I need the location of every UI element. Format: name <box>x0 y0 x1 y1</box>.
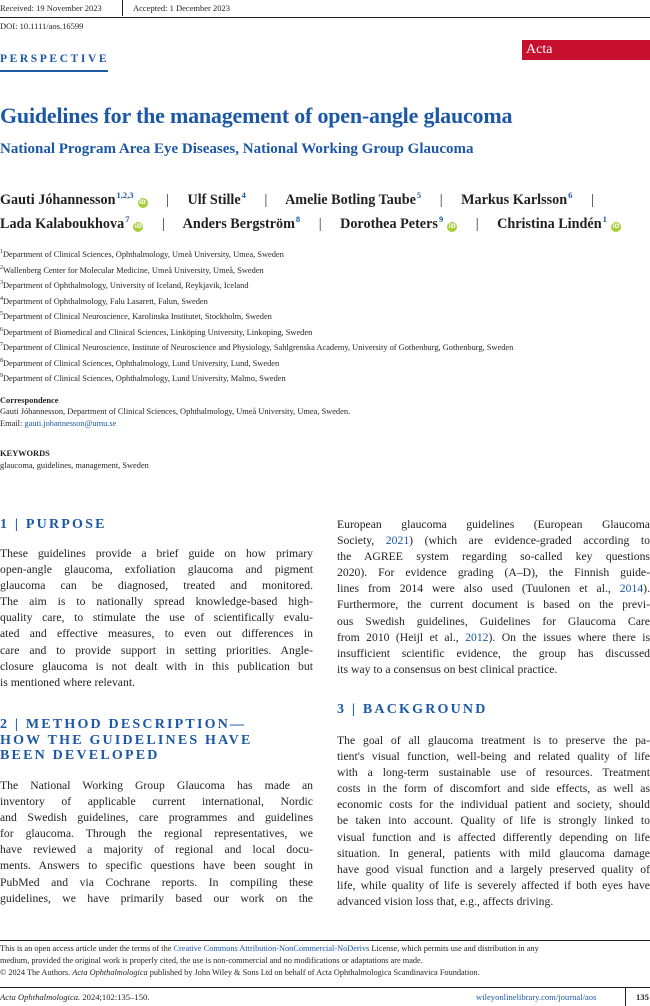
license-notice: This is an open access article under the terms of the Creative Commons Attribution-NonCommercial-NoDerivs License, which permits use and distribution in any medium, provided the original work is properly cited, the use is non-commercial and no modifications or adaptations are made. © 2024 The Authors. Acta Ophthalmologica published by John Wiley & Sons Ltd on behalf of Acta Ophthalmologica Scandinavica Foundation. <box>0 944 539 977</box>
author-separator: | <box>162 216 165 232</box>
affiliation: $^7$Department of Clinical Neuroscience, Institute of Neuroscience and Physiology, Sahlgrenska Academy, University of Gothenburg, Gothenburg, Sweden <box>0 342 514 352</box>
author-affiliation[interactable]: 4 <box>241 190 246 200</box>
author-separator: | <box>590 192 594 208</box>
orcid-icon[interactable]: iD <box>448 223 456 230</box>
correspondence-email: Email: gauti.johannesson@umu.se <box>0 419 117 428</box>
orcid-icon[interactable]: iD <box>134 223 142 230</box>
received-accepted-bar <box>0 0 650 16</box>
article-title: Guidelines for the management of open-angle glaucoma <box>0 103 513 128</box>
author-affiliation[interactable]: 1 <box>602 214 607 224</box>
header-rule <box>0 17 650 18</box>
journal-logo-ophthalmologica: Ophthalmologica <box>526 62 624 77</box>
orcid-icon[interactable]: iD <box>612 223 620 230</box>
section-3-heading: 3 | BACKGROUND <box>337 702 488 717</box>
affiliation: $^9$Department of Clinical Sciences, Ophthalmology, Lund University, Malmo, Sweden <box>0 373 286 383</box>
author-affiliation[interactable]: 6 <box>568 190 573 200</box>
author-line-2 <box>0 214 621 233</box>
author-separator: | <box>264 192 268 208</box>
page-number-divider <box>625 987 626 1006</box>
author-affiliation[interactable]: 8 <box>295 214 301 224</box>
affiliation: $^5$Department of Clinical Neuroscience, Karolinska Institutet, Stockholm, Sweden <box>0 311 272 321</box>
page-number: 135 <box>636 992 649 1002</box>
accepted-date: Accepted: 1 December 2023 <box>133 3 230 13</box>
author-separator: | <box>166 192 169 208</box>
affiliation: $^2$Wallenberg Center for Molecular Medicine, Umeå University, Umeå, Sweden <box>0 264 264 275</box>
affiliation: $^4$Department of Ophthalmology, Falu Lasarett, Falun, Sweden <box>0 295 208 306</box>
affiliation: $^6$Department of Biomedical and Clinical Sciences, Linköping University, Linkoping, Sweden <box>0 326 313 337</box>
keywords-text: glaucoma, guidelines, management, Sweden <box>0 461 149 470</box>
section-2-continued: European glaucoma guidelines (European Glaucoma Society, 2021) (which are evidence-graded according to the AGREE system regarding so-called key questions 2020). For evidence grading (A–D), the Finnish guide- lines from 2014 were also used (Tuulonen et al., 2014). Furthermore, the current document is based on the previ- ous Swedish guidelines, Guidelines for Glaucoma Care from 2010 (Heijl et al., 2012). On the issues where there is insufficient scientific evidence, the group has discussed its way to a consensus on best clinical practice. <box>337 518 650 676</box>
correspondence-text: Gauti Jóhannesson, Department of Clinical Sciences, Ophthalmology, Umeå University, Umea, Sweden. <box>0 407 351 416</box>
license-link[interactable]: Creative Commons Attribution-NonCommercial-NoDerivs <box>173 944 370 953</box>
journal-logo <box>522 40 650 77</box>
author-name[interactable]: Markus Karlsson <box>461 192 568 208</box>
journal-logo-acta: Acta <box>526 42 553 57</box>
author-affiliation[interactable]: 5 <box>416 190 422 200</box>
affiliation: $^8$Department of Clinical Sciences, Ophthalmology, Lund University, Lund, Sweden <box>0 357 280 368</box>
author-affiliation[interactable]: 7 <box>125 214 130 224</box>
bottom-rule <box>0 987 650 988</box>
author-affiliation[interactable]: 1,2,3 <box>116 190 134 200</box>
header-divider <box>122 0 123 16</box>
received-date: Received: 19 November 2023 <box>0 3 102 13</box>
section-2-body: The National Working Group Glaucoma has made an inventory of applicable current international, Nordic and Swedish guidelines, care programmes and guidelines for glaucoma. Through the regional representatives, we have reviewed a majority of regional and local docu- ments. Answers to specific questions have been sought in PubMed and via Cochrane reports. In compiling these guidelines, we have primarily based our work on the <box>0 779 313 905</box>
section-2-heading: 2 | METHOD DESCRIPTION— HOW THE GUIDELINES HAVE BEEN DEVELOPED <box>0 717 253 763</box>
author-name[interactable]: Anders Bergström <box>182 216 295 232</box>
article-type-underline <box>0 70 108 72</box>
correspondence-label: Correspondence <box>0 396 59 405</box>
citation: Acta Ophthalmologica. 2024;102:135–150. <box>0 992 150 1002</box>
affiliation: $^1$Department of Clinical Sciences, Ophthalmology, Umeå University, Umea, Sweden <box>0 249 284 259</box>
author-name[interactable]: Christina Lindén <box>497 216 602 232</box>
website-link[interactable]: wileyonlinelibrary.com/journal/aos <box>476 992 597 1002</box>
affiliation: $^3$Department of Ophthalmology, University of Iceland, Reykjavik, Iceland <box>0 280 249 290</box>
article-type: PERSPECTIVE <box>0 53 110 65</box>
footer-rule <box>0 940 650 941</box>
author-line-1 <box>0 190 609 209</box>
doi[interactable]: DOI: 10.1111/aos.16599 <box>0 21 84 31</box>
author-name[interactable]: Lada Kalaboukhova <box>0 216 125 232</box>
citation-link[interactable]: 2012 <box>465 630 489 644</box>
section-1-body: These guidelines provide a brief guide on how primary open-angle glaucoma, exfoliation glaucoma and pigment glaucoma can be diagnosed, treated and monitored. The aim is to nationally spread knowledge-based high- quality care, to stimulate the use of scientifically evalu- ated and effective measures, to even out differences in care and to provide support in setting priorities. Angle- closure glaucoma is not dealt with in this publication but is mentioned where relevant. <box>0 547 313 689</box>
author-name[interactable]: Gauti Jóhannesson <box>0 192 116 208</box>
author-name[interactable]: Amelie Botling Taube <box>285 192 416 208</box>
keywords-label: KEYWORDS <box>0 449 50 458</box>
citation-link[interactable]: 2021 <box>385 534 410 548</box>
author-separator: | <box>318 216 322 232</box>
citation-link[interactable]: 2014 <box>619 582 644 596</box>
section-3-body: The goal of all glaucoma treatment is to preserve the pa- tient's visual function, well-being and related quality of life with a long-term sustainable use of resources. Treatment costs in the form of discomfort and side effects, as well as economic costs for the individual patient and society, should be taken into account. Quality of life is strongly linked to visual function and is affected differently depending on life situation. In general, patients with mild glaucoma damage have good visual function and a largely preserved quality of life, while quality of life is severely affected if both eyes have advanced vision loss that, e.g., affects driving. <box>337 734 650 908</box>
author-separator: | <box>475 216 479 232</box>
email-link[interactable]: gauti.johannesson@umu.se <box>24 419 117 428</box>
section-1-heading: 1 | PURPOSE <box>0 517 107 532</box>
orcid-icon[interactable]: iD <box>138 199 147 206</box>
author-affiliation[interactable]: 9 <box>438 214 444 224</box>
article-subtitle: National Program Area Eye Diseases, National Working Group Glaucoma <box>0 141 474 157</box>
author-name[interactable]: Ulf Stille <box>187 192 241 208</box>
author-name[interactable]: Dorothea Peters <box>340 216 438 232</box>
author-separator: | <box>439 192 443 208</box>
